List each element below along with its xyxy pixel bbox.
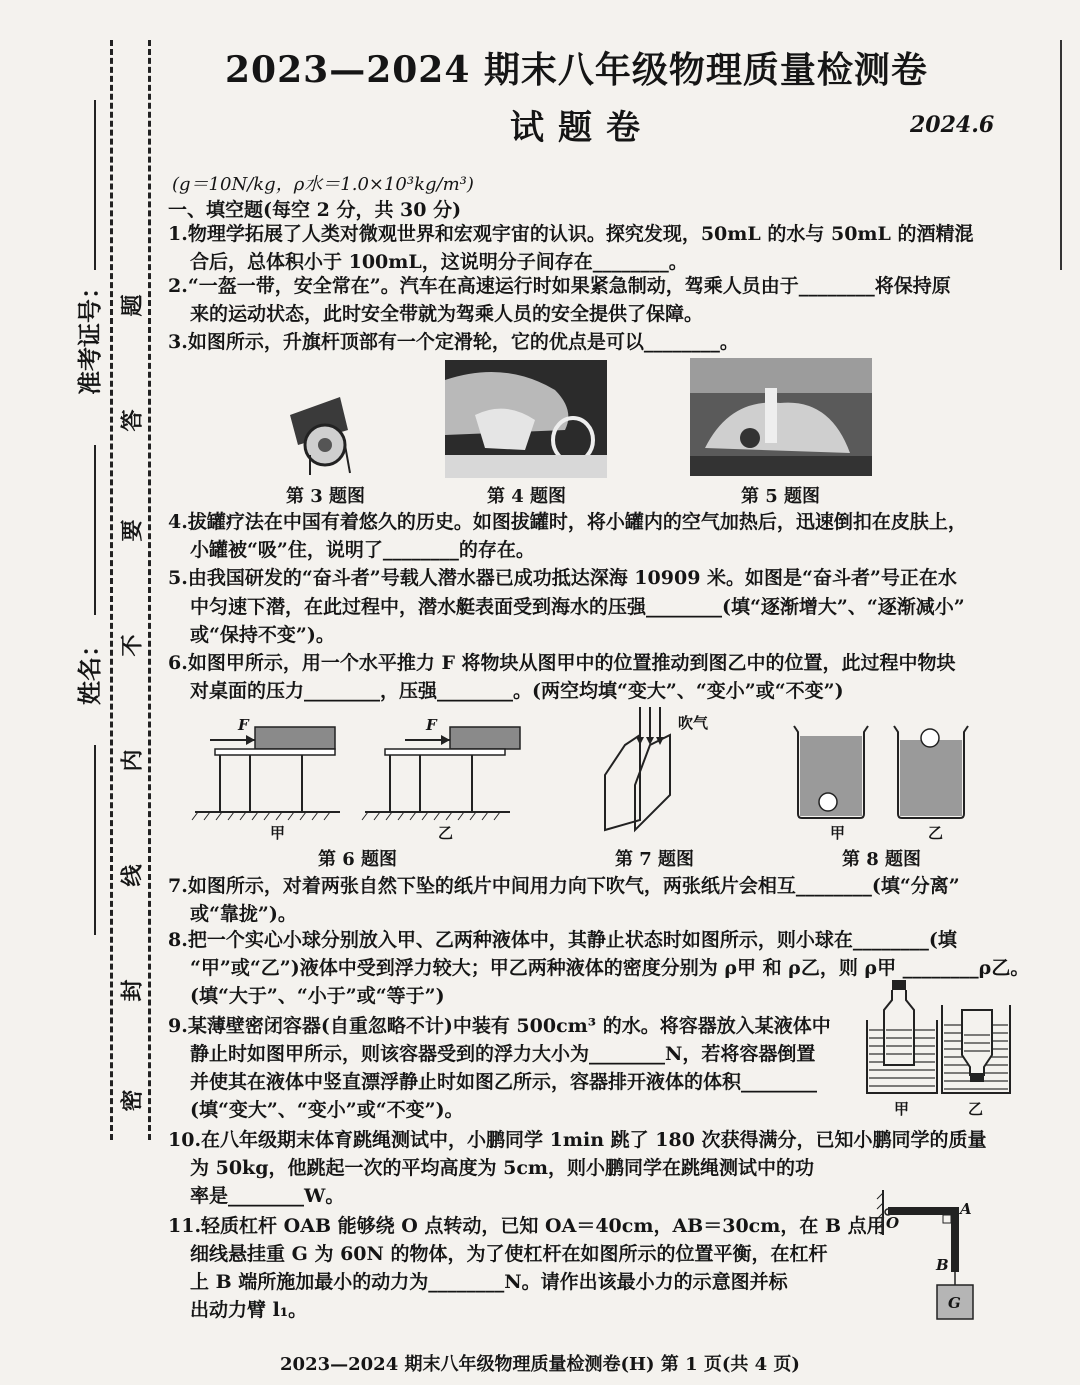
question-8-line-1: 8.把一个实心小球分别放入甲、乙两种液体中，其静止状态时如图所示，则小球在________(填 bbox=[168, 929, 957, 951]
question-6-line-2: 对桌面的压力________，压强________。(两空均填“变大”、“变小”或“不变”) bbox=[190, 680, 844, 702]
figure-9-label-yi: 乙 bbox=[968, 1100, 984, 1118]
figure-8-label-jia: 甲 bbox=[830, 824, 846, 842]
figure-11-label-A: A bbox=[960, 1200, 972, 1218]
seal-word-3: 要 bbox=[119, 519, 146, 542]
question-11-line-4: 出动力臂 l₁。 bbox=[190, 1299, 308, 1321]
figure-6-label-yi: 乙 bbox=[438, 824, 454, 842]
exam-id-label: 准考证号： bbox=[75, 275, 104, 395]
question-5-line-2: 中匀速下潜，在此过程中，潜水艇表面受到海水的压强________(填“逐渐增大”、“逐渐减小” bbox=[190, 596, 965, 618]
question-5-line-3: 或“保持不变”)。 bbox=[190, 624, 335, 646]
seal-word-4: 不 bbox=[119, 634, 146, 657]
figure-9-containers bbox=[862, 975, 1012, 1100]
seal-word-8: 密 bbox=[119, 1089, 146, 1112]
figure-11-label-G: G bbox=[948, 1294, 961, 1312]
question-9-line-4: (填“变大”、“变小”或“不变”)。 bbox=[190, 1099, 464, 1121]
figure-8-beakers bbox=[790, 722, 970, 822]
figure-8-label-yi: 乙 bbox=[928, 824, 944, 842]
question-1-line-2: 合后，总体积小于 100mL，这说明分子间存在________。 bbox=[190, 251, 688, 273]
margin-dashed-line-inner bbox=[148, 40, 151, 1140]
seal-word-2: 答 bbox=[119, 409, 146, 432]
question-1-line-1: 1.物理学拓展了人类对微观世界和宏观宇宙的认识。探究发现，50mL 的水与 50mL 的酒精混 bbox=[168, 223, 974, 245]
question-8-line-2: “甲”或“乙”)液体中受到浮力较大；甲乙两种液体的密度分别为 ρ甲 和 ρ乙，则 ρ甲 ________ρ乙。 bbox=[190, 957, 1030, 979]
figure-6-force-label-a: F bbox=[238, 716, 249, 734]
question-11-line-1: 11.轻质杠杆 OAB 能够绕 O 点转动，已知 OA＝40cm，AB＝30cm，在 B 点用 bbox=[168, 1215, 886, 1237]
figure-11-label-B: B bbox=[936, 1256, 949, 1274]
question-9-line-3: 并使其在液体中竖直漂浮静止时如图乙所示，容器排开液体的体积________ bbox=[190, 1071, 818, 1093]
question-6-line-1: 6.如图甲所示，用一个水平推力 F 将物块从图甲中的位置推动到图乙中的位置，此过程中物块 bbox=[168, 652, 956, 674]
section-1-heading: 一、填空题(每空 2 分，共 30 分) bbox=[168, 199, 462, 221]
question-3: 3.如图所示，升旗杆顶部有一个定滑轮，它的优点是可以________。 bbox=[168, 331, 739, 353]
figure-11-label-O: O bbox=[886, 1214, 900, 1232]
question-9-line-1: 9.某薄壁密闭容器(自重忽略不计)中装有 500cm³ 的水。将容器放入某液体中 bbox=[168, 1015, 831, 1037]
seal-word-6: 线 bbox=[119, 864, 146, 887]
exam-title: 2023—2024 期末八年级物理质量检测卷 bbox=[225, 49, 928, 91]
exam-date: 2024.6 bbox=[910, 112, 995, 138]
margin-id-rule bbox=[94, 100, 96, 270]
question-11-line-3: 上 B 端所施加最小的动力为________N。请作出该最小力的示意图并标 bbox=[190, 1271, 788, 1293]
margin-dashed-line-outer bbox=[110, 40, 113, 1140]
right-edge-line bbox=[1060, 40, 1062, 270]
constants-line: (g＝10N/kg，ρ水＝1.0×10³kg/m³) bbox=[172, 174, 474, 195]
figure-5-caption: 第 5 题图 bbox=[741, 486, 821, 507]
figure-4-cupping bbox=[445, 360, 607, 478]
figure-3-caption: 第 3 题图 bbox=[286, 486, 366, 507]
figure-8-caption: 第 8 题图 bbox=[842, 849, 922, 870]
question-7-line-1: 7.如图所示，对着两张自然下坠的纸片中间用力向下吹气，两张纸片会相互________(填“分离” bbox=[168, 875, 960, 897]
figure-7-blow-label: 吹气 bbox=[678, 714, 709, 732]
seal-word-7: 封 bbox=[119, 979, 146, 1002]
exam-subtitle: 试题卷 bbox=[510, 108, 654, 148]
figure-5-submersible bbox=[690, 358, 872, 476]
question-10-line-3: 率是________W。 bbox=[190, 1185, 345, 1207]
question-7-line-2: 或“靠拢”)。 bbox=[190, 903, 297, 925]
figure-4-caption: 第 4 题图 bbox=[487, 486, 567, 507]
figure-6-caption: 第 6 题图 bbox=[318, 849, 398, 870]
figure-3-flag-pulley bbox=[280, 385, 380, 475]
page-footer: 2023—2024 期末八年级物理质量检测卷(H) 第 1 页(共 4 页) bbox=[280, 1354, 800, 1375]
figure-7-caption: 第 7 题图 bbox=[615, 849, 695, 870]
question-2-line-2: 来的运动状态，此时安全带就为驾乘人员的安全提供了保障。 bbox=[190, 303, 704, 325]
margin-extra-rule bbox=[94, 745, 96, 935]
figure-9-label-jia: 甲 bbox=[894, 1100, 910, 1118]
seal-word-5: 内 bbox=[119, 749, 146, 772]
question-9-line-2: 静止时如图甲所示，则该容器受到的浮力大小为________N，若将容器倒置 bbox=[190, 1043, 816, 1065]
figure-6-label-jia: 甲 bbox=[270, 824, 286, 842]
margin-name-rule bbox=[94, 445, 96, 615]
figure-6-force-label-b: F bbox=[426, 716, 437, 734]
question-4-line-1: 4.拔罐疗法在中国有着悠久的历史。如图拔罐时，将小罐内的空气加热后，迅速倒扣在皮肤上， bbox=[168, 511, 967, 533]
question-4-line-2: 小罐被“吸”住，说明了________的存在。 bbox=[190, 539, 535, 561]
student-name-label: 姓名： bbox=[75, 633, 104, 705]
seal-word-1: 题 bbox=[119, 294, 146, 317]
question-8-line-3: (填“大于”、“小于”或“等于”) bbox=[190, 985, 445, 1007]
question-2-line-1: 2.“一盔一带，安全常在”。汽车在高速运行时如果紧急制动，驾乘人员由于________将保持原 bbox=[168, 275, 951, 297]
question-10-line-1: 10.在八年级期末体育跳绳测试中，小鹏同学 1min 跳了 180 次获得满分，已知小鹏同学的质量 bbox=[168, 1129, 987, 1151]
question-10-line-2: 为 50kg，他跳起一次的平均高度为 5cm，则小鹏同学在跳绳测试中的功 bbox=[190, 1157, 815, 1179]
question-5-line-1: 5.由我国研发的“奋斗者”号载人潜水器已成功抵达深海 10909 米。如图是“奋斗者”号正在水 bbox=[168, 567, 957, 589]
question-11-line-2: 细线悬挂重 G 为 60N 的物体，为了使杠杆在如图所示的位置平衡，在杠杆 bbox=[190, 1243, 828, 1265]
